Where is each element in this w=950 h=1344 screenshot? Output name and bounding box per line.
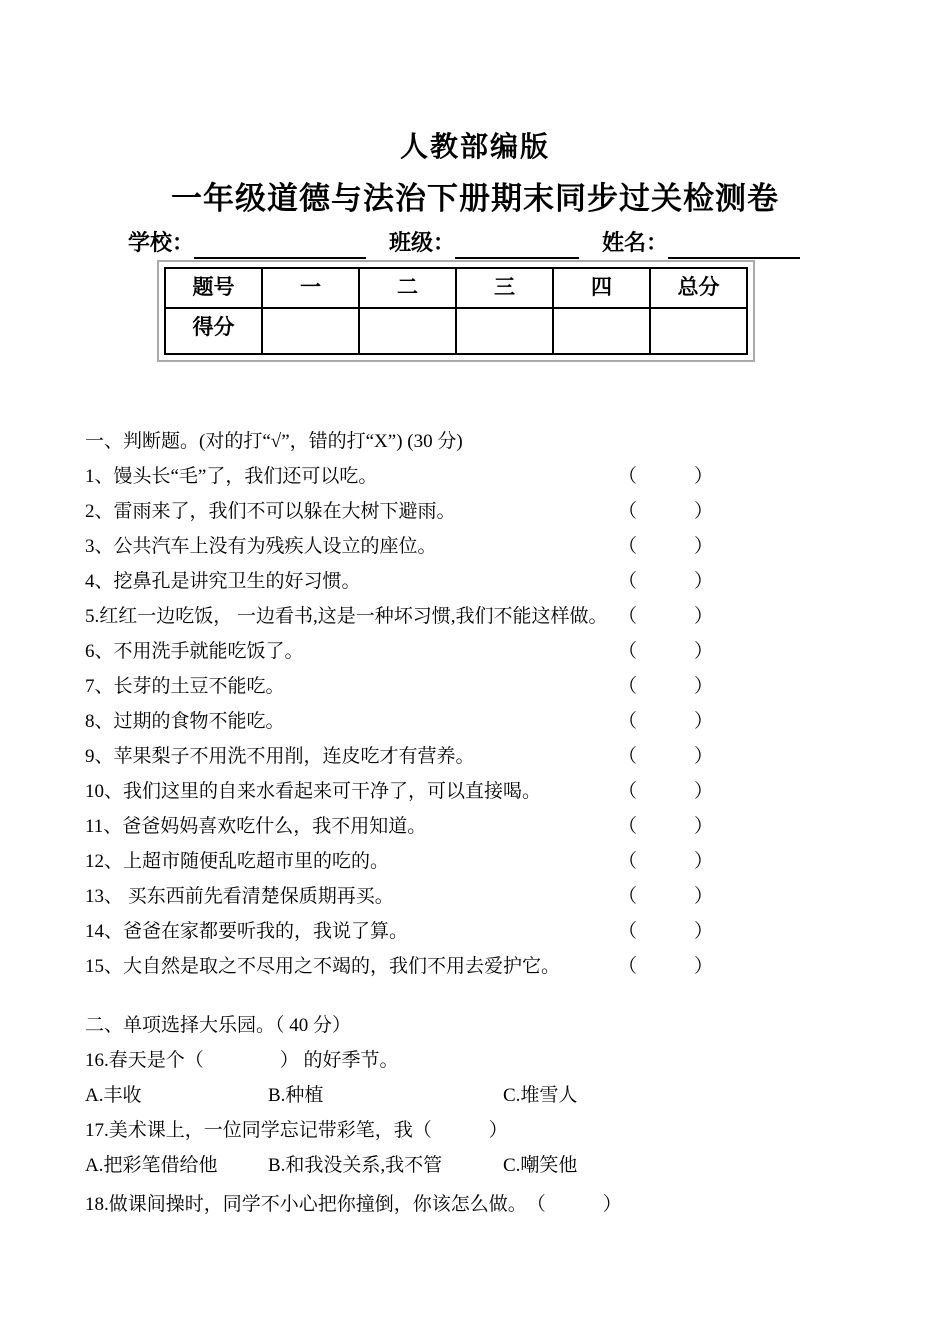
question-text: 5.红红一边吃饭， 一边看书,这是一种坏习惯,我们不能这样做。 xyxy=(85,606,608,627)
question-text: 9、苹果梨子不用洗不用削，连皮吃才有营养。 xyxy=(85,746,475,767)
answer-blank: （ ） xyxy=(618,711,714,732)
school-input-blank xyxy=(194,235,366,259)
judge-question-4 xyxy=(85,568,885,603)
answer-blank: （ ） xyxy=(618,921,714,942)
question-text: 12、上超市随便乱吃超市里的吃的。 xyxy=(85,851,390,872)
class-label: 班级： xyxy=(389,230,456,255)
question-text: 18.做课间操时，同学不小心把你撞倒，你该怎么做。 （ ） xyxy=(85,1194,622,1215)
answer-blank: （ ） xyxy=(618,746,714,767)
judge-question-14 xyxy=(85,918,885,953)
judge-question-7 xyxy=(85,673,885,708)
score-cell xyxy=(359,308,456,354)
answer-blank: （ ） xyxy=(618,606,714,627)
option-a: A.把彩笔借给他 xyxy=(85,1155,218,1176)
judge-question-3 xyxy=(85,533,885,568)
score-table-header-row xyxy=(165,268,747,308)
question-text: 3、公共汽车上没有为残疾人设立的座位。 xyxy=(85,536,437,557)
judge-question-12 xyxy=(85,848,885,883)
judge-question-2 xyxy=(85,498,885,533)
question-text: 11、爸爸妈妈喜欢吃什么，我不用知道。 xyxy=(85,816,427,837)
judge-question-6 xyxy=(85,638,885,673)
choice-options-16 xyxy=(85,1082,885,1117)
question-text: 14、爸爸在家都要听我的，我说了算。 xyxy=(85,921,409,942)
choice-question-16 xyxy=(85,1047,885,1082)
judge-question-13 xyxy=(85,883,885,918)
edition-title: 人教部编版 xyxy=(399,132,550,163)
question-text: 13、 买东西前先看清楚保质期再买。 xyxy=(85,886,394,907)
option-a: A.丰收 xyxy=(85,1085,142,1106)
score-cell xyxy=(553,308,650,354)
score-table-header-cell: 二 xyxy=(359,268,456,308)
exam-body xyxy=(85,428,885,1226)
name-input-blank xyxy=(668,235,800,259)
score-table-header-cell: 题号 xyxy=(165,268,262,308)
judge-question-9 xyxy=(85,743,885,778)
answer-blank: （ ） xyxy=(618,676,714,697)
score-table-score-row xyxy=(165,308,747,354)
question-text: 16.春天是个（ ） 的好季节。 xyxy=(85,1050,399,1071)
score-table-header-cell: 三 xyxy=(456,268,553,308)
choice-question-17 xyxy=(85,1117,885,1152)
judge-question-5 xyxy=(85,603,885,638)
option-b: B.种植 xyxy=(268,1085,324,1106)
question-text: 2、雷雨来了，我们不可以躲在大树下避雨。 xyxy=(85,501,456,522)
choice-question-18 xyxy=(85,1191,885,1226)
section2-heading-text: 二、单项选择大乐园。（ 40 分） xyxy=(85,1015,352,1036)
answer-blank: （ ） xyxy=(618,781,714,802)
school-label: 学校： xyxy=(128,230,195,255)
question-text: 1、馒头长“毛”了，我们还可以吃。 xyxy=(85,466,378,487)
score-cell xyxy=(456,308,553,354)
answer-blank: （ ） xyxy=(618,571,714,592)
class-input-blank xyxy=(455,235,579,259)
answer-blank: （ ） xyxy=(618,851,714,872)
choice-options-17 xyxy=(85,1152,885,1187)
option-c: C.嘲笑他 xyxy=(503,1155,578,1176)
question-text: 17.美术课上，一位同学忘记带彩笔，我（ ） xyxy=(85,1120,508,1141)
student-info-line xyxy=(128,226,800,257)
question-text: 6、不用洗手就能吃饭了。 xyxy=(85,641,304,662)
score-table-header-cell: 一 xyxy=(262,268,359,308)
question-text: 7、长芽的土豆不能吃。 xyxy=(85,676,285,697)
option-b: B.和我没关系,我不管 xyxy=(268,1155,443,1176)
section1-heading-text: 一、判断题。(对的打“√”，错的打“X”) (30 分) xyxy=(85,431,463,452)
question-text: 8、过期的食物不能吃。 xyxy=(85,711,285,732)
judge-question-15 xyxy=(85,953,885,988)
question-text: 15、大自然是取之不尽用之不竭的，我们不用去爱护它。 xyxy=(85,956,561,977)
score-table-header-cell: 总分 xyxy=(650,268,747,308)
score-row-label: 得分 xyxy=(165,308,262,354)
judge-question-10 xyxy=(85,778,885,813)
judge-question-8 xyxy=(85,708,885,743)
name-field xyxy=(602,226,800,257)
class-field xyxy=(389,226,602,257)
answer-blank: （ ） xyxy=(618,816,714,837)
answer-blank: （ ） xyxy=(618,956,714,977)
school-field xyxy=(128,226,389,257)
answer-blank: （ ） xyxy=(618,536,714,557)
section2-heading xyxy=(85,1012,885,1047)
question-text: 10、我们这里的自来水看起来可干净了，可以直接喝。 xyxy=(85,781,542,802)
exam-title: 一年级道德与法治下册期末同步过关检测卷 xyxy=(171,181,779,216)
answer-blank: （ ） xyxy=(618,466,714,487)
name-label: 姓名： xyxy=(602,230,669,255)
score-table xyxy=(164,267,748,355)
answer-blank: （ ） xyxy=(618,641,714,662)
option-c: C.堆雪人 xyxy=(503,1085,578,1106)
score-table-header-cell: 四 xyxy=(553,268,650,308)
section1-heading xyxy=(85,428,885,463)
judge-question-1 xyxy=(85,463,885,498)
answer-blank: （ ） xyxy=(618,886,714,907)
question-text: 4、挖鼻孔是讲究卫生的好习惯。 xyxy=(85,571,361,592)
score-cell xyxy=(262,308,359,354)
answer-blank: （ ） xyxy=(618,501,714,522)
score-cell xyxy=(650,308,747,354)
judge-question-11 xyxy=(85,813,885,848)
